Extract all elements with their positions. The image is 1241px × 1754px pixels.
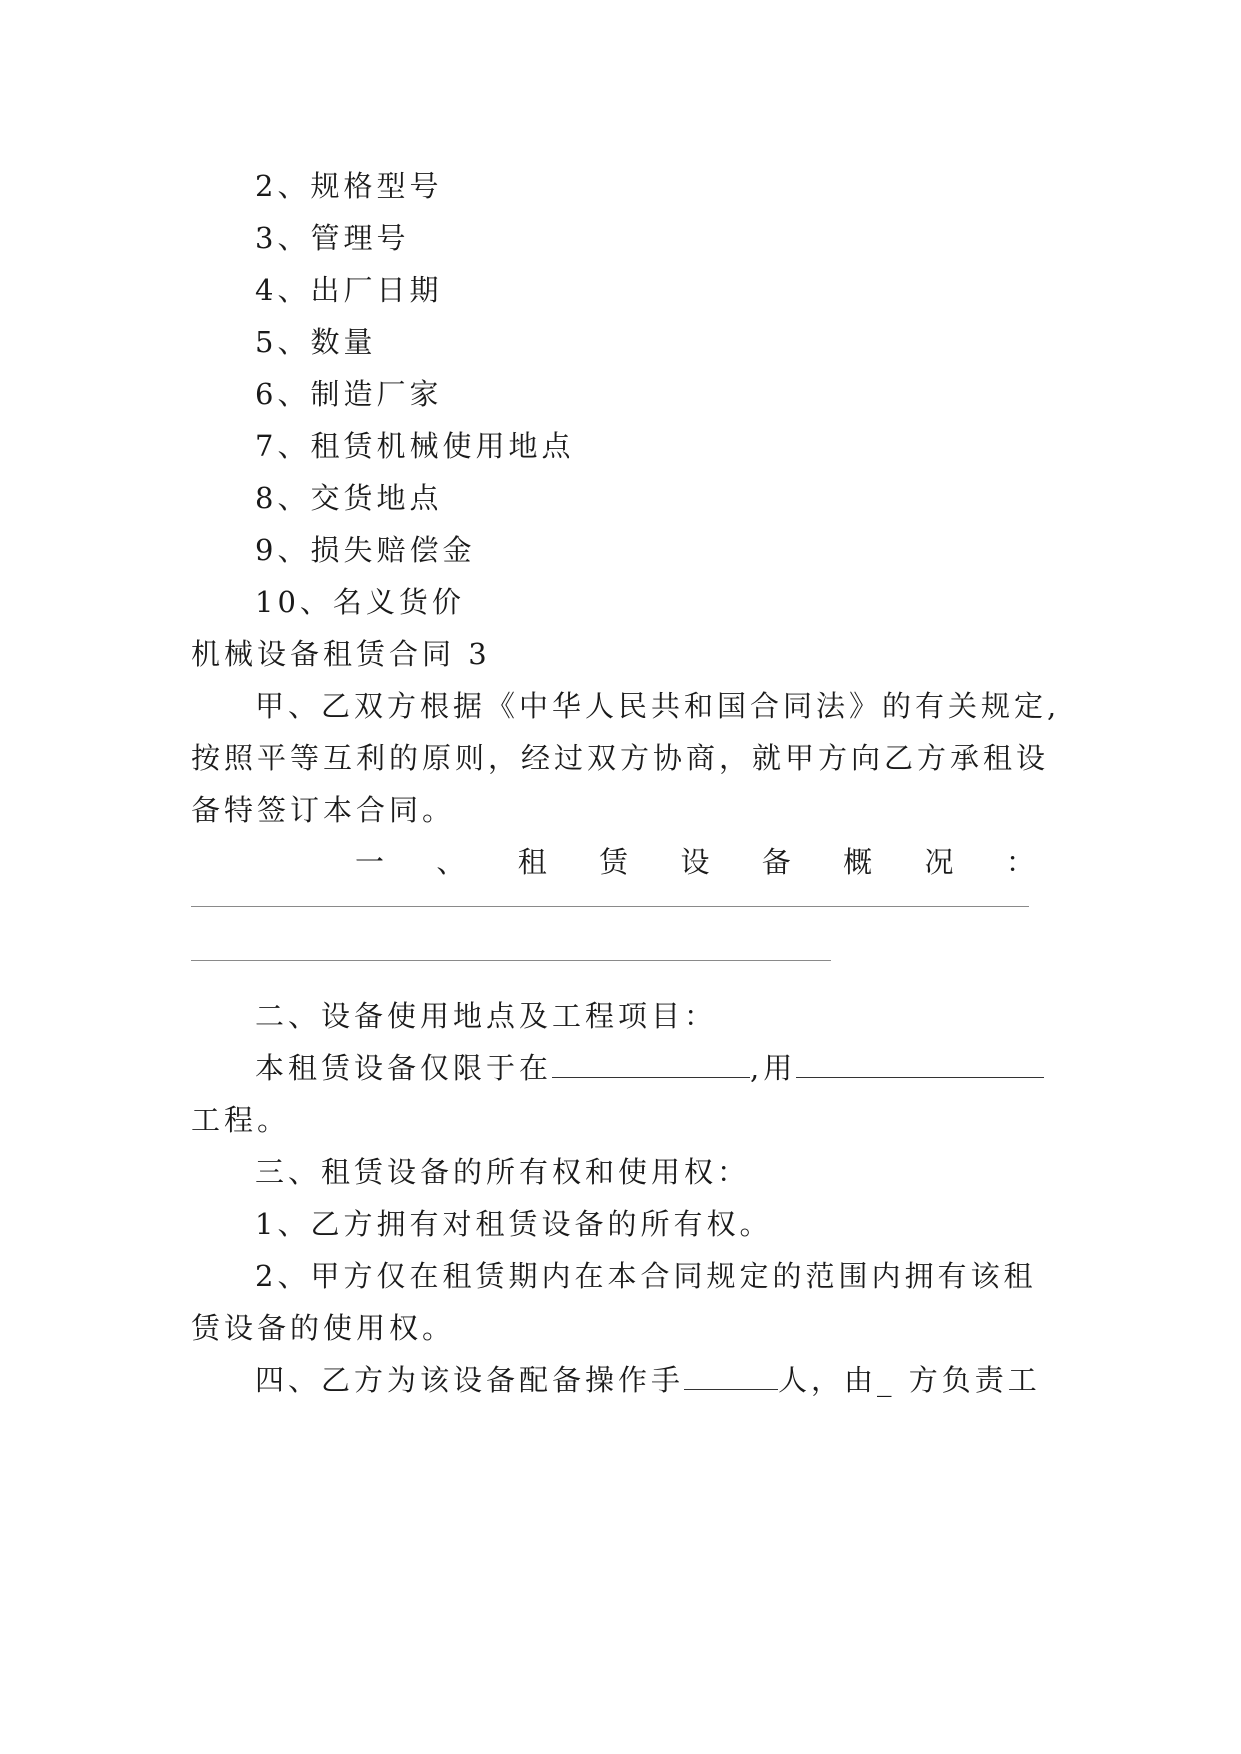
section2-paragraph-end: 工程。 xyxy=(191,1103,291,1137)
intro-paragraph-line: 按照平等互利的原则，经过双方协商，就甲方向乙方承租设 xyxy=(191,741,1050,775)
list-item: 3、管理号 xyxy=(255,221,410,255)
heading-char: 赁 xyxy=(599,845,629,879)
heading-char: 、 xyxy=(436,845,466,879)
list-item: 2、规格型号 xyxy=(255,169,443,203)
list-item: 5、数量 xyxy=(255,325,377,359)
section2-text: ,用 xyxy=(750,1051,797,1085)
heading-char: 况 xyxy=(924,845,954,879)
intro-paragraph-line: 备特签订本合同。 xyxy=(191,793,456,827)
section4-text: 四、乙方为该设备配备操作手 xyxy=(255,1363,685,1397)
location-blank xyxy=(552,1049,750,1078)
operator-count-blank xyxy=(684,1361,778,1390)
list-item: 4、出厂日期 xyxy=(255,273,443,307)
heading-char: 概 xyxy=(843,845,873,879)
section3-heading: 三、租赁设备的所有权和使用权： xyxy=(255,1155,751,1189)
intro-paragraph-line: 甲、乙双方根据《中华人民共和国合同法》的有关规定, xyxy=(255,689,1061,723)
section1-heading xyxy=(355,842,1035,882)
list-item: 10、名义货价 xyxy=(255,585,465,619)
heading-char: 租 xyxy=(517,845,547,879)
heading-char: 备 xyxy=(761,845,791,879)
project-blank xyxy=(796,1049,1044,1078)
heading-char: 一 xyxy=(355,845,385,879)
list-item: 9、损失赔偿金 xyxy=(255,533,476,567)
blank-fill-line xyxy=(191,960,831,961)
section2-paragraph xyxy=(255,1048,1053,1088)
section2-text: 本租赁设备仅限于在 xyxy=(255,1051,553,1085)
heading-char: ： xyxy=(1005,845,1035,879)
section3-item: 2、甲方仅在租赁期内在本合同规定的范围内拥有该租 xyxy=(255,1259,1037,1293)
blank-fill-line xyxy=(191,906,1029,907)
section3-item: 1、乙方拥有对租赁设备的所有权。 xyxy=(255,1207,773,1241)
list-item: 6、制造厂家 xyxy=(255,377,443,411)
list-item: 7、租赁机械使用地点 xyxy=(255,429,575,463)
section4-paragraph xyxy=(255,1360,1053,1400)
section3-item-continuation: 赁设备的使用权。 xyxy=(191,1311,456,1345)
section4-text: 人，由_ 方负责工 xyxy=(778,1363,1041,1397)
contract-title: 机械设备租赁合同 3 xyxy=(191,637,491,671)
section2-heading: 二、设备使用地点及工程项目： xyxy=(255,999,718,1033)
list-item: 8、交货地点 xyxy=(255,481,443,515)
heading-char: 设 xyxy=(680,845,710,879)
